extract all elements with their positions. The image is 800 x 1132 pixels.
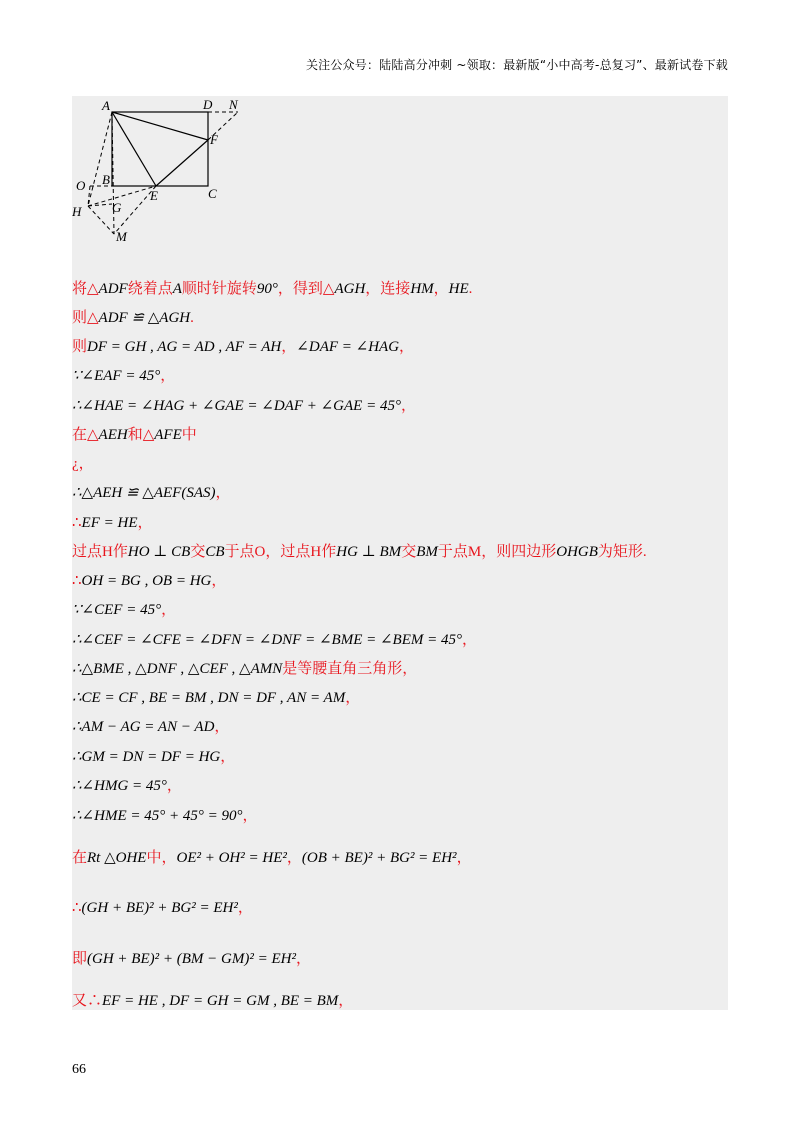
explanation-text: 在	[72, 850, 88, 866]
math-expression: ADF ≌ △AGH	[98, 310, 191, 326]
solution-line	[72, 949, 728, 969]
explanation-text: 绕着点	[127, 281, 173, 297]
explanation-text: ，	[462, 632, 478, 648]
solution-line	[72, 806, 728, 826]
solution-line	[72, 600, 728, 620]
math-expression: OH = BG , OB = HG	[81, 573, 212, 589]
math-expression: BM	[416, 544, 438, 560]
explanation-text: ，连接	[365, 281, 411, 297]
math-expression: ∴∠CEF = ∠CFE = ∠DFN = ∠DNF = ∠BME = ∠BEM = 45°	[72, 632, 462, 648]
solution-line	[72, 717, 728, 737]
math-expression: ∵∠CEF = 45°	[72, 602, 162, 618]
math-expression: AGH	[334, 281, 366, 297]
explanation-text: 则△	[72, 310, 99, 326]
label-c: C	[208, 186, 217, 201]
math-expression: AEH	[98, 427, 128, 443]
math-expression: ∴GM = DN = DF = HG	[72, 749, 221, 765]
solution-line	[72, 483, 728, 503]
math-expression: ∴△BME , △DNF , △CEF , △AMN	[72, 661, 283, 677]
solution-line	[72, 630, 728, 650]
explanation-text: 作	[321, 544, 337, 560]
explanation-text: 于点	[437, 544, 468, 560]
math-expression: AFE	[154, 427, 182, 443]
label-o: O	[76, 178, 86, 193]
label-m: M	[116, 229, 127, 244]
label-a: A	[102, 98, 110, 113]
explanation-text: ，	[242, 808, 258, 824]
explanation-text: ，则四边形	[481, 544, 557, 560]
explanation-text: 交	[401, 544, 417, 560]
math-expression: ∴∠HMG = 45°	[72, 778, 167, 794]
explanation-text: ∴	[72, 573, 82, 589]
explanation-text: 过点	[72, 544, 103, 560]
math-expression: ADF	[98, 281, 128, 297]
math-expression: 90°	[256, 281, 278, 297]
solution-line	[72, 279, 728, 299]
explanation-text: ，	[456, 850, 472, 866]
math-expression: ∴△AEH ≌ △AEF(SAS)	[72, 485, 216, 501]
math-expression: A	[172, 281, 182, 297]
explanation-text: ，过点	[265, 544, 311, 560]
explanation-text: 为矩形.	[597, 544, 647, 560]
explanation-text: 中	[181, 427, 197, 443]
explanation-text: 是等腰直角三角形	[282, 661, 403, 677]
explanation-text: M	[467, 544, 482, 560]
explanation-text: H	[102, 544, 113, 560]
math-expression: ∴AM − AG = AN − AD	[72, 719, 215, 735]
explanation-text: ，得到△	[277, 281, 335, 297]
solution-line	[72, 366, 728, 386]
label-e: E	[150, 188, 158, 203]
explanation-text: ，	[286, 850, 302, 866]
math-expression: EF = HE , DF = GH = GM , BE = BM	[102, 993, 339, 1009]
solution-line	[72, 396, 728, 416]
label-n: N	[229, 97, 238, 112]
solution-line	[72, 308, 728, 328]
geometry-figure	[72, 96, 252, 246]
math-expression: DF = GH , AG = AD , AF = AH	[87, 339, 282, 355]
explanation-text: ，	[137, 515, 153, 531]
solution-line	[72, 991, 728, 1011]
explanation-text: ，	[160, 368, 176, 384]
explanation-text: ，	[214, 719, 230, 735]
explanation-text: 于点	[224, 544, 255, 560]
explanation-text: ∴	[72, 900, 82, 916]
solution-line	[72, 688, 728, 708]
math-expression: ∴∠HAE = ∠HAG + ∠GAE = ∠DAF + ∠GAE = 45°	[72, 398, 401, 414]
math-expression: (GH + BE)² + BG² = EH²	[81, 900, 238, 916]
explanation-text: 作	[112, 544, 128, 560]
math-expression: HG ⊥ BM	[336, 544, 402, 560]
explanation-text: 即	[72, 951, 88, 967]
solution-line	[72, 542, 728, 562]
explanation-text: ，	[78, 456, 94, 472]
math-expression: HM	[410, 281, 434, 297]
explanation-text: .	[468, 281, 473, 297]
math-expression: Rt △OHE	[87, 850, 147, 866]
explanation-text: 顺时针旋转	[181, 281, 257, 297]
explanation-text: ，	[211, 573, 227, 589]
math-expression: EF = HE	[81, 515, 138, 531]
explanation-text: ，	[237, 900, 253, 916]
explanation-text: ，	[220, 749, 236, 765]
math-expression: HE	[448, 281, 469, 297]
explanation-text: ，	[345, 690, 361, 706]
label-f: F	[210, 132, 218, 147]
explanation-text: 将△	[72, 281, 99, 297]
math-expression: ∵∠EAF = 45°	[72, 368, 161, 384]
label-h: H	[72, 204, 82, 219]
math-expression: HO ⊥ CB	[127, 544, 191, 560]
solution-line	[72, 337, 728, 357]
explanation-text: 在△	[72, 427, 99, 443]
solution-line	[72, 513, 728, 533]
explanation-text: ，	[215, 485, 231, 501]
page-header: 关注公众号：陆陆高分冲刺 ~领取：最新版“小中高考-总复习”、最新试卷下载	[305, 58, 728, 72]
math-expression: ∴CE = CF , BE = BM , DN = DF , AN = AM	[72, 690, 346, 706]
label-g: G	[112, 200, 122, 215]
solution-line	[72, 659, 728, 679]
math-expression: OE² + OH² = HE²	[176, 850, 287, 866]
solution-line	[72, 848, 728, 868]
solution-line	[72, 898, 728, 918]
math-expression: (GH + BE)² + (BM − GM)² = EH²	[87, 951, 296, 967]
math-expression: CB	[205, 544, 225, 560]
explanation-text: ，	[402, 661, 418, 677]
explanation-text: ，	[166, 778, 182, 794]
math-expression: (OB + BE)² + BG² = EH²	[301, 850, 457, 866]
math-expression: ∠DAF = ∠HAG	[296, 339, 400, 355]
math-expression: ∴∠HME = 45° + 45° = 90°	[72, 808, 243, 824]
math-expression: OHGB	[556, 544, 598, 560]
explanation-text: H	[310, 544, 322, 560]
explanation-text: ，	[161, 602, 177, 618]
solution-line	[72, 747, 728, 767]
explanation-text: 则	[72, 339, 88, 355]
explanation-text: ，	[281, 339, 297, 355]
explanation-text: 交	[190, 544, 206, 560]
label-d: D	[203, 97, 213, 112]
explanation-text: ，	[295, 951, 311, 967]
explanation-text: 又∴	[72, 993, 103, 1009]
explanation-text: ¿	[72, 456, 79, 472]
page-number: 66	[72, 1062, 86, 1077]
explanation-text: ，	[433, 281, 449, 297]
solution-line	[72, 454, 728, 474]
explanation-text: ，	[400, 398, 416, 414]
solution-line	[72, 571, 728, 591]
explanation-text: ，	[399, 339, 415, 355]
explanation-text: ∴	[72, 515, 82, 531]
explanation-text: 中，	[146, 850, 177, 866]
explanation-text: ，	[338, 993, 354, 1009]
solution-line	[72, 776, 728, 796]
explanation-text: O	[254, 544, 266, 560]
explanation-text: .	[190, 310, 194, 326]
explanation-text: 和△	[127, 427, 155, 443]
solution-line	[72, 425, 728, 445]
label-b: B	[102, 172, 110, 187]
